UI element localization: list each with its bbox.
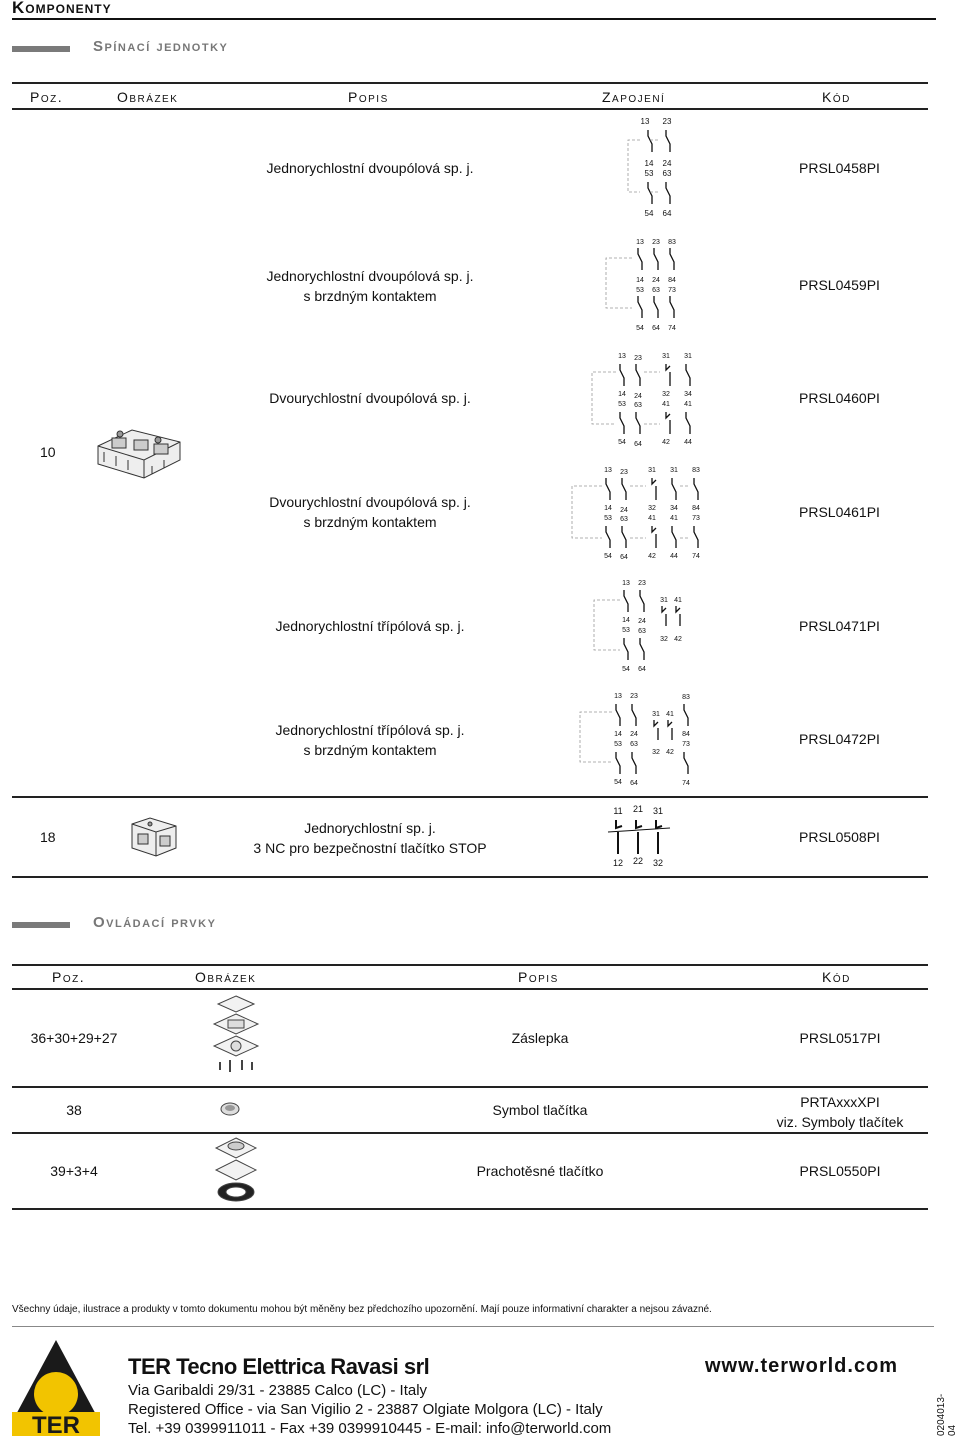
row4-code: PRSL0461PI bbox=[799, 504, 880, 520]
section-marker bbox=[12, 922, 70, 928]
w-label: 63 bbox=[662, 169, 672, 178]
control-row3-code: PRSL0550PI bbox=[799, 1163, 881, 1179]
w-label: 14 bbox=[614, 731, 622, 738]
w-label: 23 bbox=[630, 693, 638, 700]
w-label: 13 bbox=[640, 117, 650, 126]
section-title-switching: Spínací jednotky bbox=[93, 38, 229, 55]
row3-code: PRSL0460PI bbox=[799, 390, 880, 406]
w-label: 64 bbox=[620, 554, 628, 561]
w-label: 84 bbox=[692, 505, 700, 512]
row-divider bbox=[12, 796, 928, 798]
row6-code: PRSL0472PI bbox=[799, 731, 880, 747]
page-title: Komponenty bbox=[12, 0, 112, 17]
w-label: 32 bbox=[662, 391, 670, 398]
w-label: 23 bbox=[620, 469, 628, 476]
w-label: 74 bbox=[692, 553, 700, 560]
w-label: 34 bbox=[670, 505, 678, 512]
row1-desc: Jednorychlostní dvoupólová sp. j. bbox=[266, 160, 474, 176]
company-address: Via Garibaldi 29/31 - 23885 Calco (LC) - Italy bbox=[128, 1382, 428, 1399]
header-top-rule bbox=[12, 82, 928, 84]
w-label: 14 bbox=[636, 277, 644, 284]
wiring-diagram-1 bbox=[590, 112, 710, 224]
w-label: 31 bbox=[684, 353, 692, 360]
header-bottom-rule bbox=[12, 988, 928, 990]
w-label: 73 bbox=[682, 741, 690, 748]
w-label: 83 bbox=[692, 467, 700, 474]
w-label: 31 bbox=[652, 806, 664, 816]
w-label: 23 bbox=[652, 239, 660, 246]
w-label: 31 bbox=[660, 597, 668, 604]
w-label: 41 bbox=[666, 711, 674, 718]
w-label: 42 bbox=[648, 553, 656, 560]
w-label: 64 bbox=[638, 666, 646, 673]
w-label: 41 bbox=[674, 597, 682, 604]
w-label: 63 bbox=[634, 402, 642, 409]
w-label: 44 bbox=[670, 553, 678, 560]
w-label: 13 bbox=[604, 467, 612, 474]
col-header-desc: Popis bbox=[518, 969, 559, 985]
row-divider bbox=[12, 1132, 928, 1134]
w-label: 63 bbox=[652, 287, 660, 294]
w-label: 74 bbox=[668, 325, 676, 332]
row2-desc-line1: Jednorychlostní dvoupólová sp. j. bbox=[266, 268, 474, 284]
section-end-rule bbox=[12, 1208, 928, 1210]
title-divider bbox=[12, 18, 936, 20]
w-label: 63 bbox=[620, 516, 628, 523]
w-label: 23 bbox=[638, 580, 646, 587]
w-label: 22 bbox=[632, 856, 644, 866]
w-label: 41 bbox=[662, 401, 670, 408]
w-label: 54 bbox=[622, 666, 630, 673]
control-row3-desc: Prachotěsné tlačítko bbox=[476, 1163, 604, 1179]
w-label: 23 bbox=[634, 355, 642, 362]
w-label: 54 bbox=[618, 439, 626, 446]
col-header-image: Obrázek bbox=[195, 969, 257, 985]
w-label: 24 bbox=[620, 507, 628, 514]
w-label: 44 bbox=[684, 439, 692, 446]
col-header-wiring: Zapojení bbox=[602, 89, 666, 105]
wiring-diagram-3 bbox=[580, 344, 720, 448]
w-label: 74 bbox=[682, 780, 690, 787]
row2-code: PRSL0459PI bbox=[799, 277, 880, 293]
w-label: 13 bbox=[636, 239, 644, 246]
col-header-pos: Poz. bbox=[30, 89, 64, 105]
w-label: 41 bbox=[670, 515, 678, 522]
stop-unit-image bbox=[128, 814, 180, 860]
w-label: 64 bbox=[652, 325, 660, 332]
w-label: 21 bbox=[632, 804, 644, 814]
w-label: 41 bbox=[684, 401, 692, 408]
w-label: 42 bbox=[662, 439, 670, 446]
w-label: 14 bbox=[604, 505, 612, 512]
w-label: 13 bbox=[618, 353, 626, 360]
w-label: 24 bbox=[638, 618, 646, 625]
header-top-rule bbox=[12, 964, 928, 966]
section-marker bbox=[12, 46, 70, 52]
col-header-code: Kód bbox=[822, 969, 851, 985]
row1-code: PRSL0458PI bbox=[799, 160, 880, 176]
stop-row-position: 18 bbox=[40, 829, 56, 845]
w-label: 63 bbox=[638, 628, 646, 635]
w-label: 53 bbox=[622, 627, 630, 634]
w-label: 24 bbox=[652, 277, 660, 284]
row-divider bbox=[12, 1086, 928, 1088]
w-label: 11 bbox=[613, 806, 623, 816]
w-label: 32 bbox=[648, 505, 656, 512]
ter-logo bbox=[10, 1338, 102, 1438]
w-label: 64 bbox=[630, 780, 638, 787]
col-header-pos: Poz. bbox=[52, 969, 86, 985]
registered-office: Registered Office - via San Vigilio 2 - 23887 Olgiate Molgora (LC) - Italy bbox=[128, 1401, 603, 1418]
w-label: 54 bbox=[644, 209, 654, 218]
w-label: 73 bbox=[692, 515, 700, 522]
control-row1-pos: 36+30+29+27 bbox=[30, 1030, 118, 1046]
button-symbol-image bbox=[218, 1100, 242, 1120]
blanking-plug-image bbox=[208, 994, 264, 1080]
website-link[interactable]: www.terworld.com bbox=[705, 1355, 899, 1377]
dustproof-button-image bbox=[208, 1136, 264, 1206]
w-label: 84 bbox=[682, 731, 690, 738]
w-label: 31 bbox=[670, 467, 678, 474]
company-name: TER Tecno Elettrica Ravasi srl bbox=[128, 1354, 430, 1379]
w-label: 53 bbox=[644, 169, 654, 178]
w-label: 23 bbox=[662, 117, 672, 126]
control-row2-code: PRTAxxxXPI bbox=[800, 1094, 880, 1110]
row5-code: PRSL0471PI bbox=[799, 618, 880, 634]
disclaimer: Všechny údaje, ilustrace a produkty v tomto dokumentu mohou být měněny bez předchozího upozornění. Mají pouze informativní charakter a nejsou závazné. bbox=[12, 1304, 712, 1315]
w-label: 83 bbox=[668, 239, 676, 246]
col-header-desc: Popis bbox=[348, 89, 389, 105]
w-label: 32 bbox=[652, 858, 664, 868]
w-label: 53 bbox=[614, 741, 622, 748]
w-label: 53 bbox=[604, 515, 612, 522]
logo-text: TER bbox=[32, 1412, 80, 1438]
section-title-controls: Ovládací prvky bbox=[93, 914, 217, 931]
stop-wiring-diagram bbox=[600, 800, 680, 872]
row3-desc: Dvourychlostní dvoupólová sp. j. bbox=[269, 390, 471, 406]
w-label: 13 bbox=[622, 580, 630, 587]
wiring-diagram-6 bbox=[570, 686, 704, 790]
w-label: 54 bbox=[604, 553, 612, 560]
w-label: 83 bbox=[682, 694, 690, 701]
stop-row-desc-line1: Jednorychlostní sp. j. bbox=[304, 820, 436, 836]
w-label: 14 bbox=[644, 159, 654, 168]
w-label: 13 bbox=[614, 693, 622, 700]
col-header-code: Kód bbox=[822, 89, 851, 105]
control-row2-desc: Symbol tlačítka bbox=[492, 1102, 588, 1118]
stop-row-desc-line2: 3 NC pro bezpečnostní tlačítko STOP bbox=[253, 840, 487, 856]
control-row2-code-note: viz. Symboly tlačítek bbox=[776, 1114, 904, 1130]
wiring-diagram-2 bbox=[590, 232, 710, 336]
document-code: 0204013-04 bbox=[936, 1393, 958, 1436]
contact-line: Tel. +39 0399911011 - Fax +39 0399910445 - E-mail: info@terworld.com bbox=[128, 1420, 612, 1437]
w-label: 53 bbox=[636, 287, 644, 294]
w-label: 31 bbox=[662, 353, 670, 360]
w-label: 24 bbox=[630, 731, 638, 738]
w-label: 54 bbox=[614, 779, 622, 786]
w-label: 31 bbox=[652, 711, 660, 718]
w-label: 14 bbox=[618, 391, 626, 398]
w-label: 32 bbox=[660, 636, 668, 643]
switch-unit-image bbox=[92, 420, 186, 482]
stop-row-code: PRSL0508PI bbox=[799, 829, 880, 845]
control-row1-desc: Záslepka bbox=[511, 1030, 569, 1046]
w-label: 34 bbox=[684, 391, 692, 398]
w-label: 32 bbox=[652, 749, 660, 756]
row5-desc: Jednorychlostní třípólová sp. j. bbox=[275, 618, 465, 634]
w-label: 41 bbox=[648, 515, 656, 522]
w-label: 12 bbox=[612, 858, 624, 868]
header-bottom-rule bbox=[12, 108, 928, 110]
wiring-diagram-5 bbox=[584, 572, 704, 676]
col-header-image: Obrázek bbox=[117, 89, 179, 105]
w-label: 42 bbox=[674, 636, 682, 643]
w-label: 84 bbox=[668, 277, 676, 284]
w-label: 24 bbox=[662, 159, 672, 168]
w-label: 63 bbox=[630, 741, 638, 748]
control-row3-pos: 39+3+4 bbox=[50, 1163, 98, 1179]
row6-desc-line1: Jednorychlostní třípólová sp. j. bbox=[275, 722, 465, 738]
w-label: 64 bbox=[634, 441, 642, 448]
row2-desc-line2: s brzdným kontaktem bbox=[303, 288, 437, 304]
w-label: 64 bbox=[662, 209, 672, 218]
w-label: 54 bbox=[636, 325, 644, 332]
group-position: 10 bbox=[40, 444, 56, 460]
w-label: 73 bbox=[668, 287, 676, 294]
w-label: 42 bbox=[666, 749, 674, 756]
wiring-diagram-4 bbox=[566, 458, 716, 564]
control-row1-code: PRSL0517PI bbox=[799, 1030, 881, 1046]
w-label: 14 bbox=[622, 617, 630, 624]
row4-desc-line2: s brzdným kontaktem bbox=[303, 514, 437, 530]
section-end-rule bbox=[12, 876, 928, 878]
w-label: 31 bbox=[648, 467, 656, 474]
footer-divider bbox=[12, 1326, 934, 1327]
w-label: 24 bbox=[634, 393, 642, 400]
control-row2-pos: 38 bbox=[66, 1102, 82, 1118]
w-label: 53 bbox=[618, 401, 626, 408]
row6-desc-line2: s brzdným kontaktem bbox=[303, 742, 437, 758]
row4-desc-line1: Dvourychlostní dvoupólová sp. j. bbox=[269, 494, 471, 510]
